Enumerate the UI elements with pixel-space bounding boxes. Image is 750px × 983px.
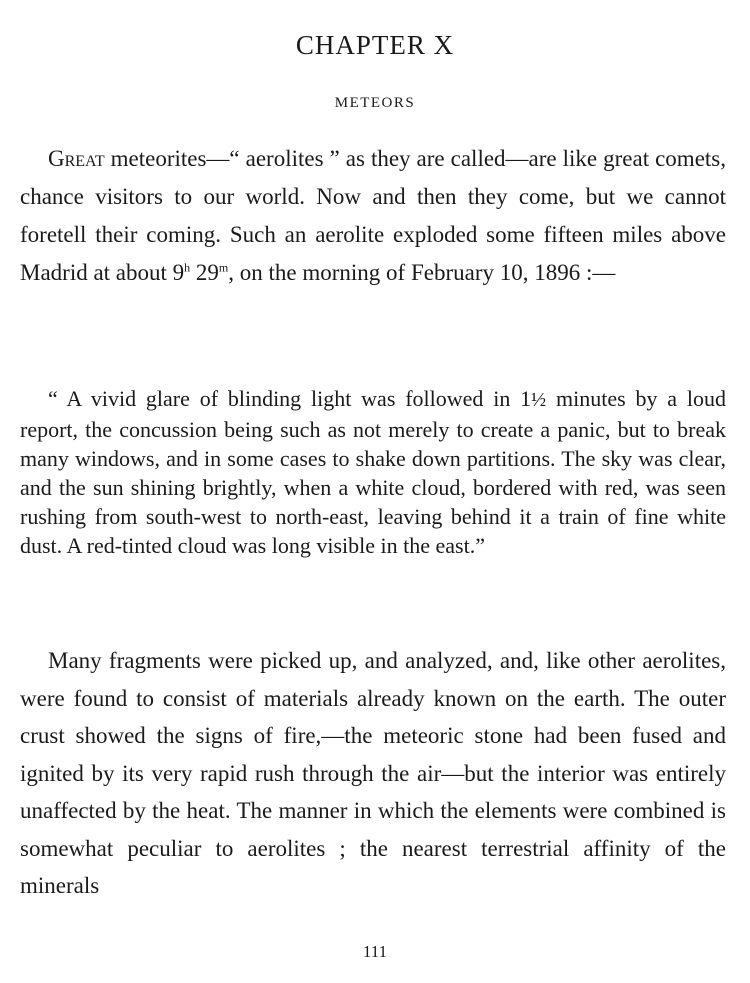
- paragraph-intro-text-b: 29: [190, 260, 219, 285]
- block-quote: [20, 384, 726, 560]
- superscript-minutes: m: [218, 260, 229, 275]
- block-quote-text-b: minutes by a loud report, the concussion being such as not merely to create a panic, but to break many windows, and in some cases to shake down partitions. The sky was clear, and the sun shining brightly, when a white cloud, bordered with red, was seen rushing from south-west to north-east, leaving behind it a train of fine white dust. A red-tinted cloud was long visible in the east.”: [20, 386, 726, 558]
- paragraph-intro: [20, 140, 726, 292]
- chapter-title: CHAPTER X: [295, 30, 455, 60]
- page-number: 111: [362, 942, 388, 961]
- paragraph-intro-text-a: meteorites—“ aerolites ” as they are called—are like great comets, chance visitors to our world. Now and then they come, but we cannot foretell their coming. Such an aerolite exploded some fifteen miles above Madrid at about 9: [20, 146, 726, 285]
- superscript-hours: h: [184, 260, 191, 275]
- drop-word: Great: [48, 146, 105, 171]
- paragraph-fragments: Many fragments were picked up, and analyzed, and, like other aerolites, were found to consist of materials already known on the earth. The outer crust showed the signs of fire,—the meteoric stone had been fused and ignited by its very rapid rush through the air—but the interior was entirely unaffected by the heat. The manner in which the elements were combined is somewhat peculiar to aerolites ; the nearest terrestrial affinity of the minerals: [20, 648, 726, 898]
- paragraph-intro-text-c: , on the morning of February 10, 1896 :—: [228, 260, 616, 285]
- chapter-subtitle: METEORS: [334, 95, 416, 111]
- block-quote-text-a: “ A vivid glare of blinding light was followed in 1: [48, 386, 532, 411]
- fraction-half: ½: [531, 389, 547, 411]
